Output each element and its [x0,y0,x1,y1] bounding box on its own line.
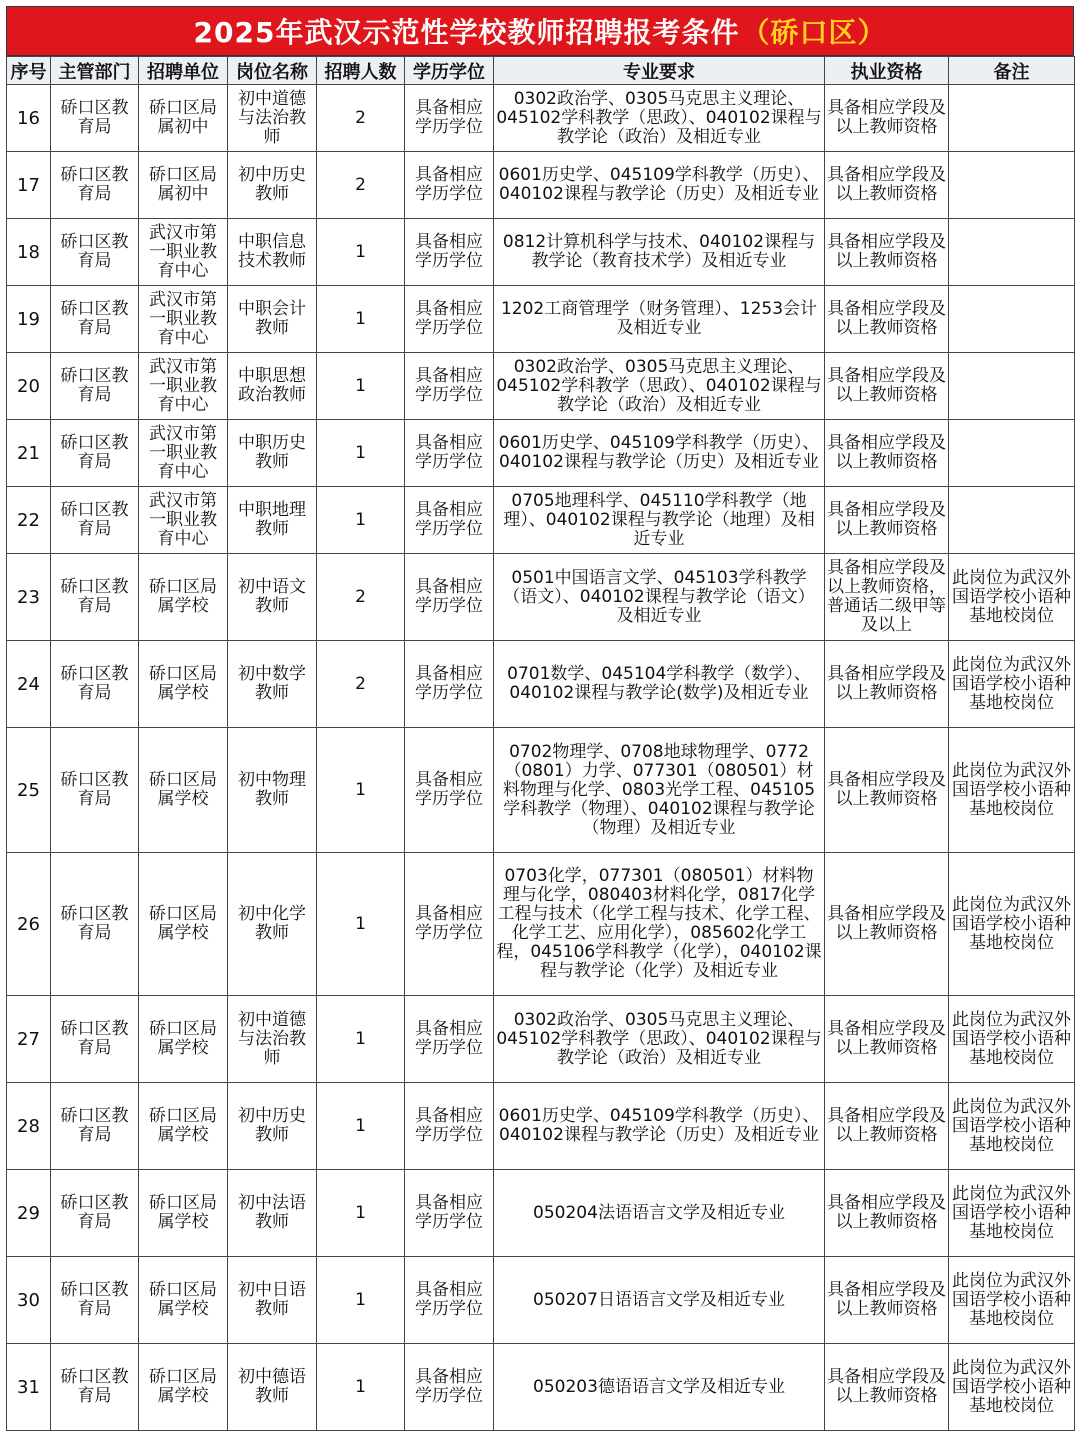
education-cell: 具备相应学历学位 [405,1257,494,1344]
note-cell: 此岗位为武汉外国语学校小语种基地校岗位 [949,641,1075,728]
major-cell: 0302政治学、0305马克思主义理论、045102学科教学（思政）、040102课程与教学论（政治）及相近专业 [494,85,825,152]
position-cell: 中职思想政治教师 [228,353,317,420]
note-cell [949,219,1075,286]
title-main: 2025年武汉示范性学校教师招聘报考条件 [193,16,740,49]
major-cell: 0302政治学、0305马克思主义理论、045102学科教学（思政）、040102课程与教学论（政治）及相近专业 [494,353,825,420]
qualification-cell: 具备相应学段及以上教师资格 [825,152,949,219]
dept-cell: 硚口区教育局 [51,420,139,487]
table-row [7,728,1075,853]
table-row [7,996,1075,1083]
qualification-cell: 具备相应学段及以上教师资格 [825,420,949,487]
note-cell [949,152,1075,219]
unit-cell: 硚口区局属初中 [139,152,228,219]
seq-cell: 21 [7,420,51,487]
note-cell: 此岗位为武汉外国语学校小语种基地校岗位 [949,1083,1075,1170]
position-cell: 初中日语教师 [228,1257,317,1344]
note-cell [949,420,1075,487]
major-cell: 050204法语语言文学及相近专业 [494,1170,825,1257]
unit-cell: 武汉市第一职业教育中心 [139,487,228,554]
unit-cell: 硚口区局属学校 [139,554,228,641]
seq-cell: 27 [7,996,51,1083]
major-cell: 0705地理科学、045110学科教学（地理）、040102课程与教学论（地理）及相近专业 [494,487,825,554]
major-cell: 0812计算机科学与技术、040102课程与教学论（教育技术学）及相近专业 [494,219,825,286]
dept-cell: 硚口区教育局 [51,85,139,152]
count-cell: 1 [317,420,405,487]
education-cell: 具备相应学历学位 [405,1344,494,1431]
seq-cell: 30 [7,1257,51,1344]
unit-cell: 武汉市第一职业教育中心 [139,353,228,420]
unit-cell: 硚口区局属学校 [139,996,228,1083]
col-header-unit: 招聘单位 [139,57,228,85]
seq-cell: 25 [7,728,51,853]
dept-cell: 硚口区教育局 [51,152,139,219]
count-cell: 1 [317,853,405,996]
seq-cell: 26 [7,853,51,996]
count-cell: 1 [317,1344,405,1431]
seq-cell: 28 [7,1083,51,1170]
education-cell: 具备相应学历学位 [405,487,494,554]
table-row [7,487,1075,554]
education-cell: 具备相应学历学位 [405,853,494,996]
qualification-cell: 具备相应学段及以上教师资格 [825,1083,949,1170]
seq-cell: 19 [7,286,51,353]
dept-cell: 硚口区教育局 [51,853,139,996]
count-cell: 1 [317,1170,405,1257]
col-header-note: 备注 [949,57,1075,85]
count-cell: 1 [317,996,405,1083]
table-row [7,853,1075,996]
table-row [7,152,1075,219]
education-cell: 具备相应学历学位 [405,1083,494,1170]
table-row [7,1170,1075,1257]
dept-cell: 硚口区教育局 [51,996,139,1083]
table-row [7,1257,1075,1344]
col-header-count: 招聘人数 [317,57,405,85]
position-cell: 初中德语教师 [228,1344,317,1431]
major-cell: 050203德语语言文学及相近专业 [494,1344,825,1431]
position-cell: 初中历史教师 [228,152,317,219]
note-cell: 此岗位为武汉外国语学校小语种基地校岗位 [949,1344,1075,1431]
count-cell: 1 [317,728,405,853]
seq-cell: 17 [7,152,51,219]
education-cell: 具备相应学历学位 [405,996,494,1083]
header-row [7,57,1075,85]
major-cell: 0601历史学、045109学科教学（历史）、040102课程与教学论（历史）及相近专业 [494,420,825,487]
note-cell: 此岗位为武汉外国语学校小语种基地校岗位 [949,1170,1075,1257]
major-cell: 050207日语语言文学及相近专业 [494,1257,825,1344]
major-cell: 0701数学、045104学科教学（数学）、040102课程与教学论(数学)及相近专业 [494,641,825,728]
table-row [7,353,1075,420]
table-row [7,1083,1075,1170]
col-header-major: 专业要求 [494,57,825,85]
count-cell: 2 [317,641,405,728]
education-cell: 具备相应学历学位 [405,353,494,420]
position-cell: 初中道德与法治教师 [228,85,317,152]
note-cell [949,286,1075,353]
dept-cell: 硚口区教育局 [51,487,139,554]
dept-cell: 硚口区教育局 [51,554,139,641]
major-cell: 0601历史学、045109学科教学（历史）、040102课程与教学论（历史）及相近专业 [494,1083,825,1170]
dept-cell: 硚口区教育局 [51,1083,139,1170]
unit-cell: 硚口区局属初中 [139,85,228,152]
note-cell [949,85,1075,152]
education-cell: 具备相应学历学位 [405,152,494,219]
unit-cell: 硚口区局属学校 [139,1257,228,1344]
position-cell: 初中语文教师 [228,554,317,641]
count-cell: 2 [317,152,405,219]
seq-cell: 20 [7,353,51,420]
qualification-cell: 具备相应学段及以上教师资格 [825,353,949,420]
position-cell: 中职会计教师 [228,286,317,353]
col-header-seq: 序号 [7,57,51,85]
seq-cell: 31 [7,1344,51,1431]
position-cell: 初中法语教师 [228,1170,317,1257]
major-cell: 1202工商管理学（财务管理）、1253会计及相近专业 [494,286,825,353]
unit-cell: 武汉市第一职业教育中心 [139,219,228,286]
position-cell: 初中数学教师 [228,641,317,728]
education-cell: 具备相应学历学位 [405,219,494,286]
seq-cell: 22 [7,487,51,554]
table-row [7,1344,1075,1431]
table-row [7,85,1075,152]
table-row [7,420,1075,487]
seq-cell: 23 [7,554,51,641]
qualification-cell: 具备相应学段及以上教师资格 [825,853,949,996]
dept-cell: 硚口区教育局 [51,219,139,286]
position-cell: 中职地理教师 [228,487,317,554]
qualification-cell: 具备相应学段及以上教师资格 [825,487,949,554]
note-cell: 此岗位为武汉外国语学校小语种基地校岗位 [949,728,1075,853]
dept-cell: 硚口区教育局 [51,1344,139,1431]
position-cell: 初中历史教师 [228,1083,317,1170]
seq-cell: 16 [7,85,51,152]
note-cell: 此岗位为武汉外国语学校小语种基地校岗位 [949,1257,1075,1344]
education-cell: 具备相应学历学位 [405,420,494,487]
note-cell [949,353,1075,420]
major-cell: 0702物理学、0708地球物理学、0772（0801）力学、077301（080501）材料物理与化学、0803光学工程、045105学科教学（物理）、040102课程与教学论（物理）及相近专业 [494,728,825,853]
education-cell: 具备相应学历学位 [405,286,494,353]
major-cell: 0302政治学、0305马克思主义理论、045102学科教学（思政）、040102课程与教学论（政治）及相近专业 [494,996,825,1083]
note-cell [949,487,1075,554]
education-cell: 具备相应学历学位 [405,85,494,152]
col-header-position: 岗位名称 [228,57,317,85]
unit-cell: 硚口区局属学校 [139,853,228,996]
count-cell: 1 [317,286,405,353]
position-cell: 中职历史教师 [228,420,317,487]
count-cell: 1 [317,219,405,286]
count-cell: 2 [317,554,405,641]
table-row [7,554,1075,641]
unit-cell: 硚口区局属学校 [139,1083,228,1170]
qualification-cell: 具备相应学段及以上教师资格，普通话二级甲等及以上 [825,554,949,641]
count-cell: 1 [317,1083,405,1170]
education-cell: 具备相应学历学位 [405,641,494,728]
major-cell: 0501中国语言文学、045103学科教学（语文）、040102课程与教学论（语文）及相近专业 [494,554,825,641]
position-cell: 初中物理教师 [228,728,317,853]
qualification-cell: 具备相应学段及以上教师资格 [825,1170,949,1257]
education-cell: 具备相应学历学位 [405,728,494,853]
unit-cell: 武汉市第一职业教育中心 [139,286,228,353]
col-header-qualification: 执业资格 [825,57,949,85]
count-cell: 2 [317,85,405,152]
col-header-dept: 主管部门 [51,57,139,85]
table-row [7,219,1075,286]
qualification-cell: 具备相应学段及以上教师资格 [825,996,949,1083]
qualification-cell: 具备相应学段及以上教师资格 [825,219,949,286]
education-cell: 具备相应学历学位 [405,1170,494,1257]
unit-cell: 硚口区局属学校 [139,1344,228,1431]
qualification-cell: 具备相应学段及以上教师资格 [825,728,949,853]
unit-cell: 武汉市第一职业教育中心 [139,420,228,487]
table-row [7,641,1075,728]
position-cell: 初中道德与法治教师 [228,996,317,1083]
position-cell: 初中化学教师 [228,853,317,996]
qualification-cell: 具备相应学段及以上教师资格 [825,1257,949,1344]
unit-cell: 硚口区局属学校 [139,641,228,728]
table-body [7,85,1075,1431]
seq-cell: 18 [7,219,51,286]
recruitment-sheet [6,6,1074,1431]
unit-cell: 硚口区局属学校 [139,1170,228,1257]
table-row [7,286,1075,353]
note-cell: 此岗位为武汉外国语学校小语种基地校岗位 [949,554,1075,641]
note-cell: 此岗位为武汉外国语学校小语种基地校岗位 [949,853,1075,996]
dept-cell: 硚口区教育局 [51,641,139,728]
unit-cell: 硚口区局属学校 [139,728,228,853]
qualification-cell: 具备相应学段及以上教师资格 [825,1344,949,1431]
count-cell: 1 [317,487,405,554]
dept-cell: 硚口区教育局 [51,1170,139,1257]
dept-cell: 硚口区教育局 [51,286,139,353]
position-cell: 中职信息技术教师 [228,219,317,286]
qualification-cell: 具备相应学段及以上教师资格 [825,286,949,353]
page-title [6,6,1074,56]
note-cell: 此岗位为武汉外国语学校小语种基地校岗位 [949,996,1075,1083]
seq-cell: 29 [7,1170,51,1257]
title-district: （硚口区） [741,16,887,49]
seq-cell: 24 [7,641,51,728]
education-cell: 具备相应学历学位 [405,554,494,641]
col-header-education: 学历学位 [405,57,494,85]
qualification-cell: 具备相应学段及以上教师资格 [825,85,949,152]
dept-cell: 硚口区教育局 [51,728,139,853]
major-cell: 0703化学，077301（080501）材料物理与化学，080403材料化学，0817化学工程与技术（化学工程与技术、化学工程、化学工艺、应用化学），085602化学工程，045106学科教学（化学），040102课程与教学论（化学）及相近专业 [494,853,825,996]
qualification-cell: 具备相应学段及以上教师资格 [825,641,949,728]
dept-cell: 硚口区教育局 [51,1257,139,1344]
dept-cell: 硚口区教育局 [51,353,139,420]
count-cell: 1 [317,1257,405,1344]
major-cell: 0601历史学、045109学科教学（历史）、040102课程与教学论（历史）及相近专业 [494,152,825,219]
recruitment-table [6,56,1075,1431]
count-cell: 1 [317,353,405,420]
